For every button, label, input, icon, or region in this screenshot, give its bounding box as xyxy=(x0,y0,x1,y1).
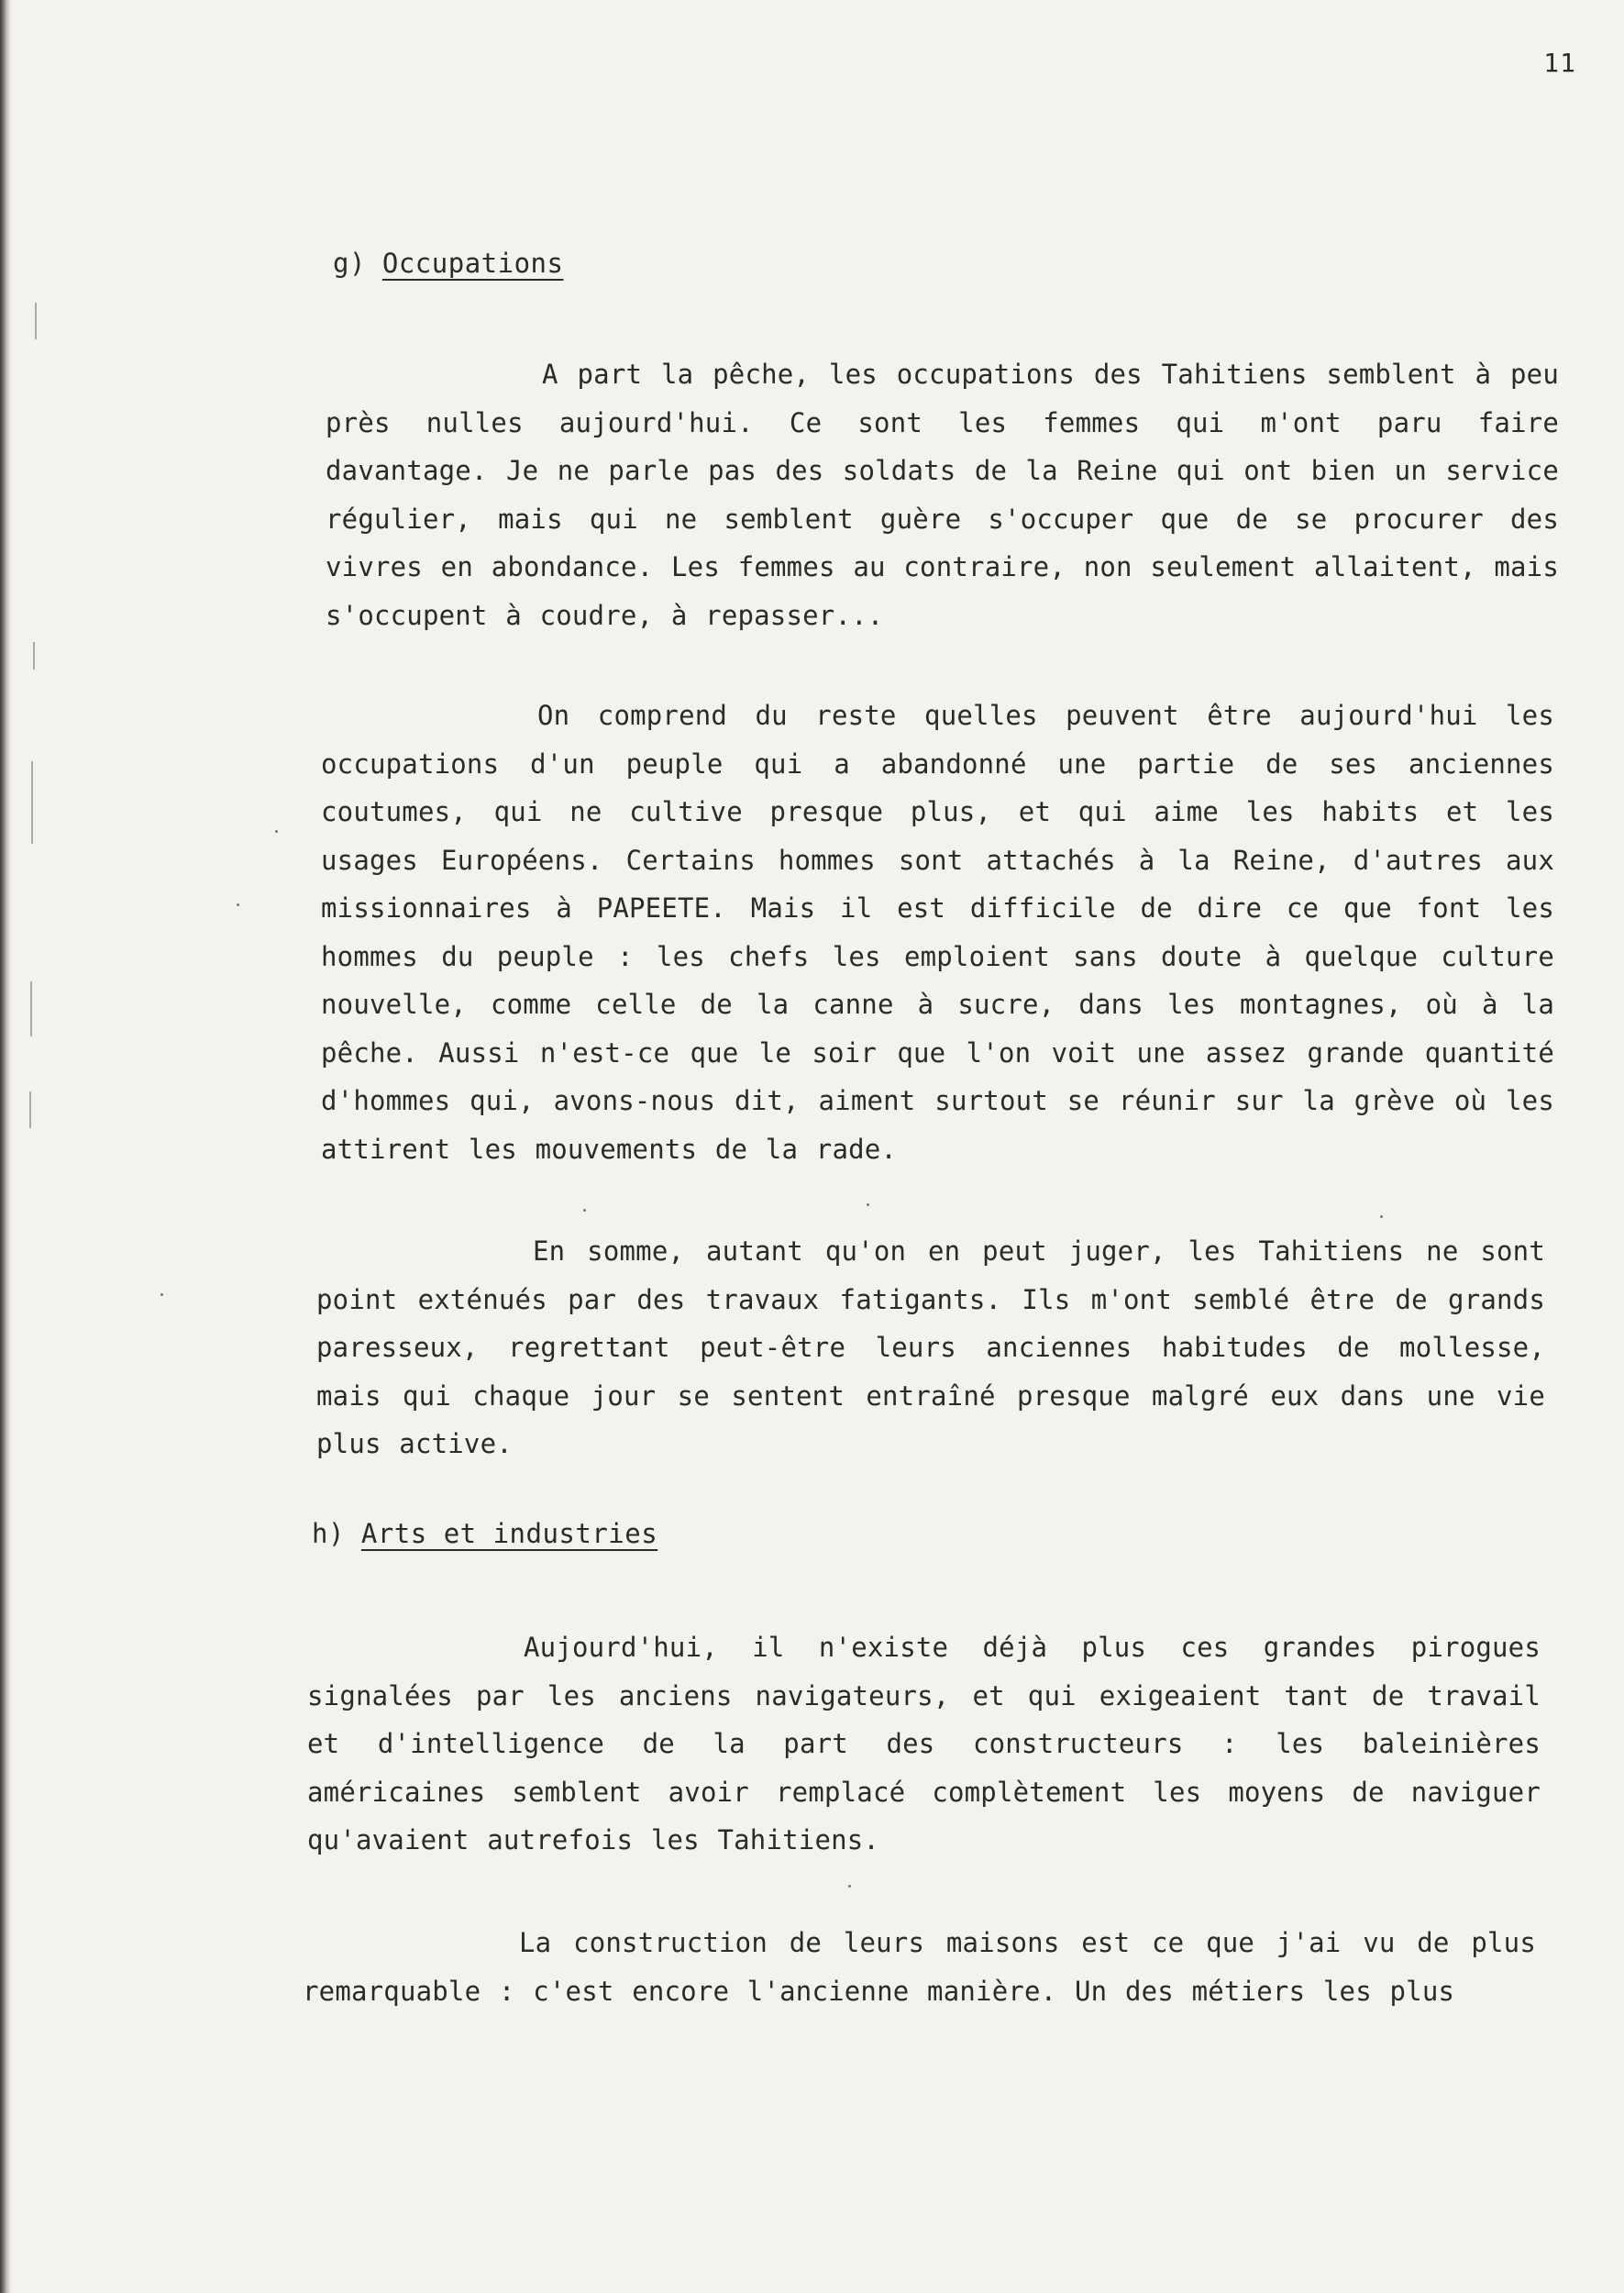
paragraph-text: En somme, autant qu'on en peut juger, les Tahitiens ne sont point exténués par des travaux fatigants. Ils m'ont semblé être de grands paresseux, regrettant peut-être leurs anciennes habitudes de mollesse, mais qui chaque jour se sentent entraîné presque malgré eux dans une vie plus active. xyxy=(316,1235,1545,1459)
section-label: h) xyxy=(312,1518,345,1549)
section-title: Occupations xyxy=(381,248,564,279)
binding-edge xyxy=(0,0,11,2293)
margin-mark xyxy=(30,981,32,1036)
paragraph xyxy=(307,1623,1541,1865)
paragraph-text: A part la pêche, les occupations des Tahitiens semblent à peu près nulles aujourd'hui. Ce sont les femmes qui m'ont paru faire davantage. Je ne parle pas des soldats de la Reine qui ont bien un service régulier, mais qui ne semblent guère s'occuper que de se procurer des vivres en abondance. Les femmes au contraire, non seulement allaitent, mais s'occupent à coudre, à repasser... xyxy=(326,359,1559,631)
paper-speck xyxy=(848,1885,851,1888)
paper-speck xyxy=(160,1293,163,1296)
paragraph xyxy=(321,692,1554,1173)
paragraph xyxy=(326,350,1559,639)
section-heading-occupations xyxy=(333,248,563,279)
paper-speck xyxy=(275,830,278,833)
paragraph-text: Aujourd'hui, il n'existe déjà plus ces grandes pirogues signalées par les anciens navigateurs, et qui exigeaient tant de travail et d'intelligence de la part des constructeurs : les baleinières américaines semblent avoir remplacé complètement les moyens de naviguer qu'avaient autrefois les Tahitiens. xyxy=(307,1632,1541,1855)
margin-mark xyxy=(35,303,37,339)
paper-speck xyxy=(583,1209,586,1212)
paragraph xyxy=(316,1227,1545,1468)
section-heading-arts-et-industries xyxy=(312,1518,657,1549)
paper-speck xyxy=(1380,1215,1383,1218)
margin-mark xyxy=(33,642,35,670)
margin-mark xyxy=(31,761,33,844)
section-title: Arts et industries xyxy=(360,1518,658,1549)
section-label: g) xyxy=(333,248,366,279)
paper-speck xyxy=(237,903,239,906)
margin-mark xyxy=(29,1091,31,1128)
paragraph xyxy=(303,1919,1536,2015)
paper-speck xyxy=(867,1203,869,1206)
paragraph-text: On comprend du reste quelles peuvent être aujourd'hui les occupations d'un peuple qui a abandonné une partie de ses anciennes coutumes, qui ne cultive presque plus, et qui aime les habits et les usages Européens. Certains hommes sont attachés à la Reine, d'autres aux missionnaires à PAPEETE. Mais il est difficile de dire ce que font les hommes du peuple : les chefs les emploient sans doute à quelque culture nouvelle, comme celle de la canne à sucre, dans les montagnes, où à la pêche. Aussi n'est-ce que le soir que l'on voit une assez grande quantité d'hommes qui, avons-nous dit, aiment surtout se réunir sur la grève où les attirent les mouvements de la rade. xyxy=(321,700,1554,1165)
paragraph-text: La construction de leurs maisons est ce que j'ai vu de plus remarquable : c'est encore l'ancienne manière. Un des métiers les plus xyxy=(303,1927,1536,2007)
page-number: 11 xyxy=(1543,48,1576,78)
